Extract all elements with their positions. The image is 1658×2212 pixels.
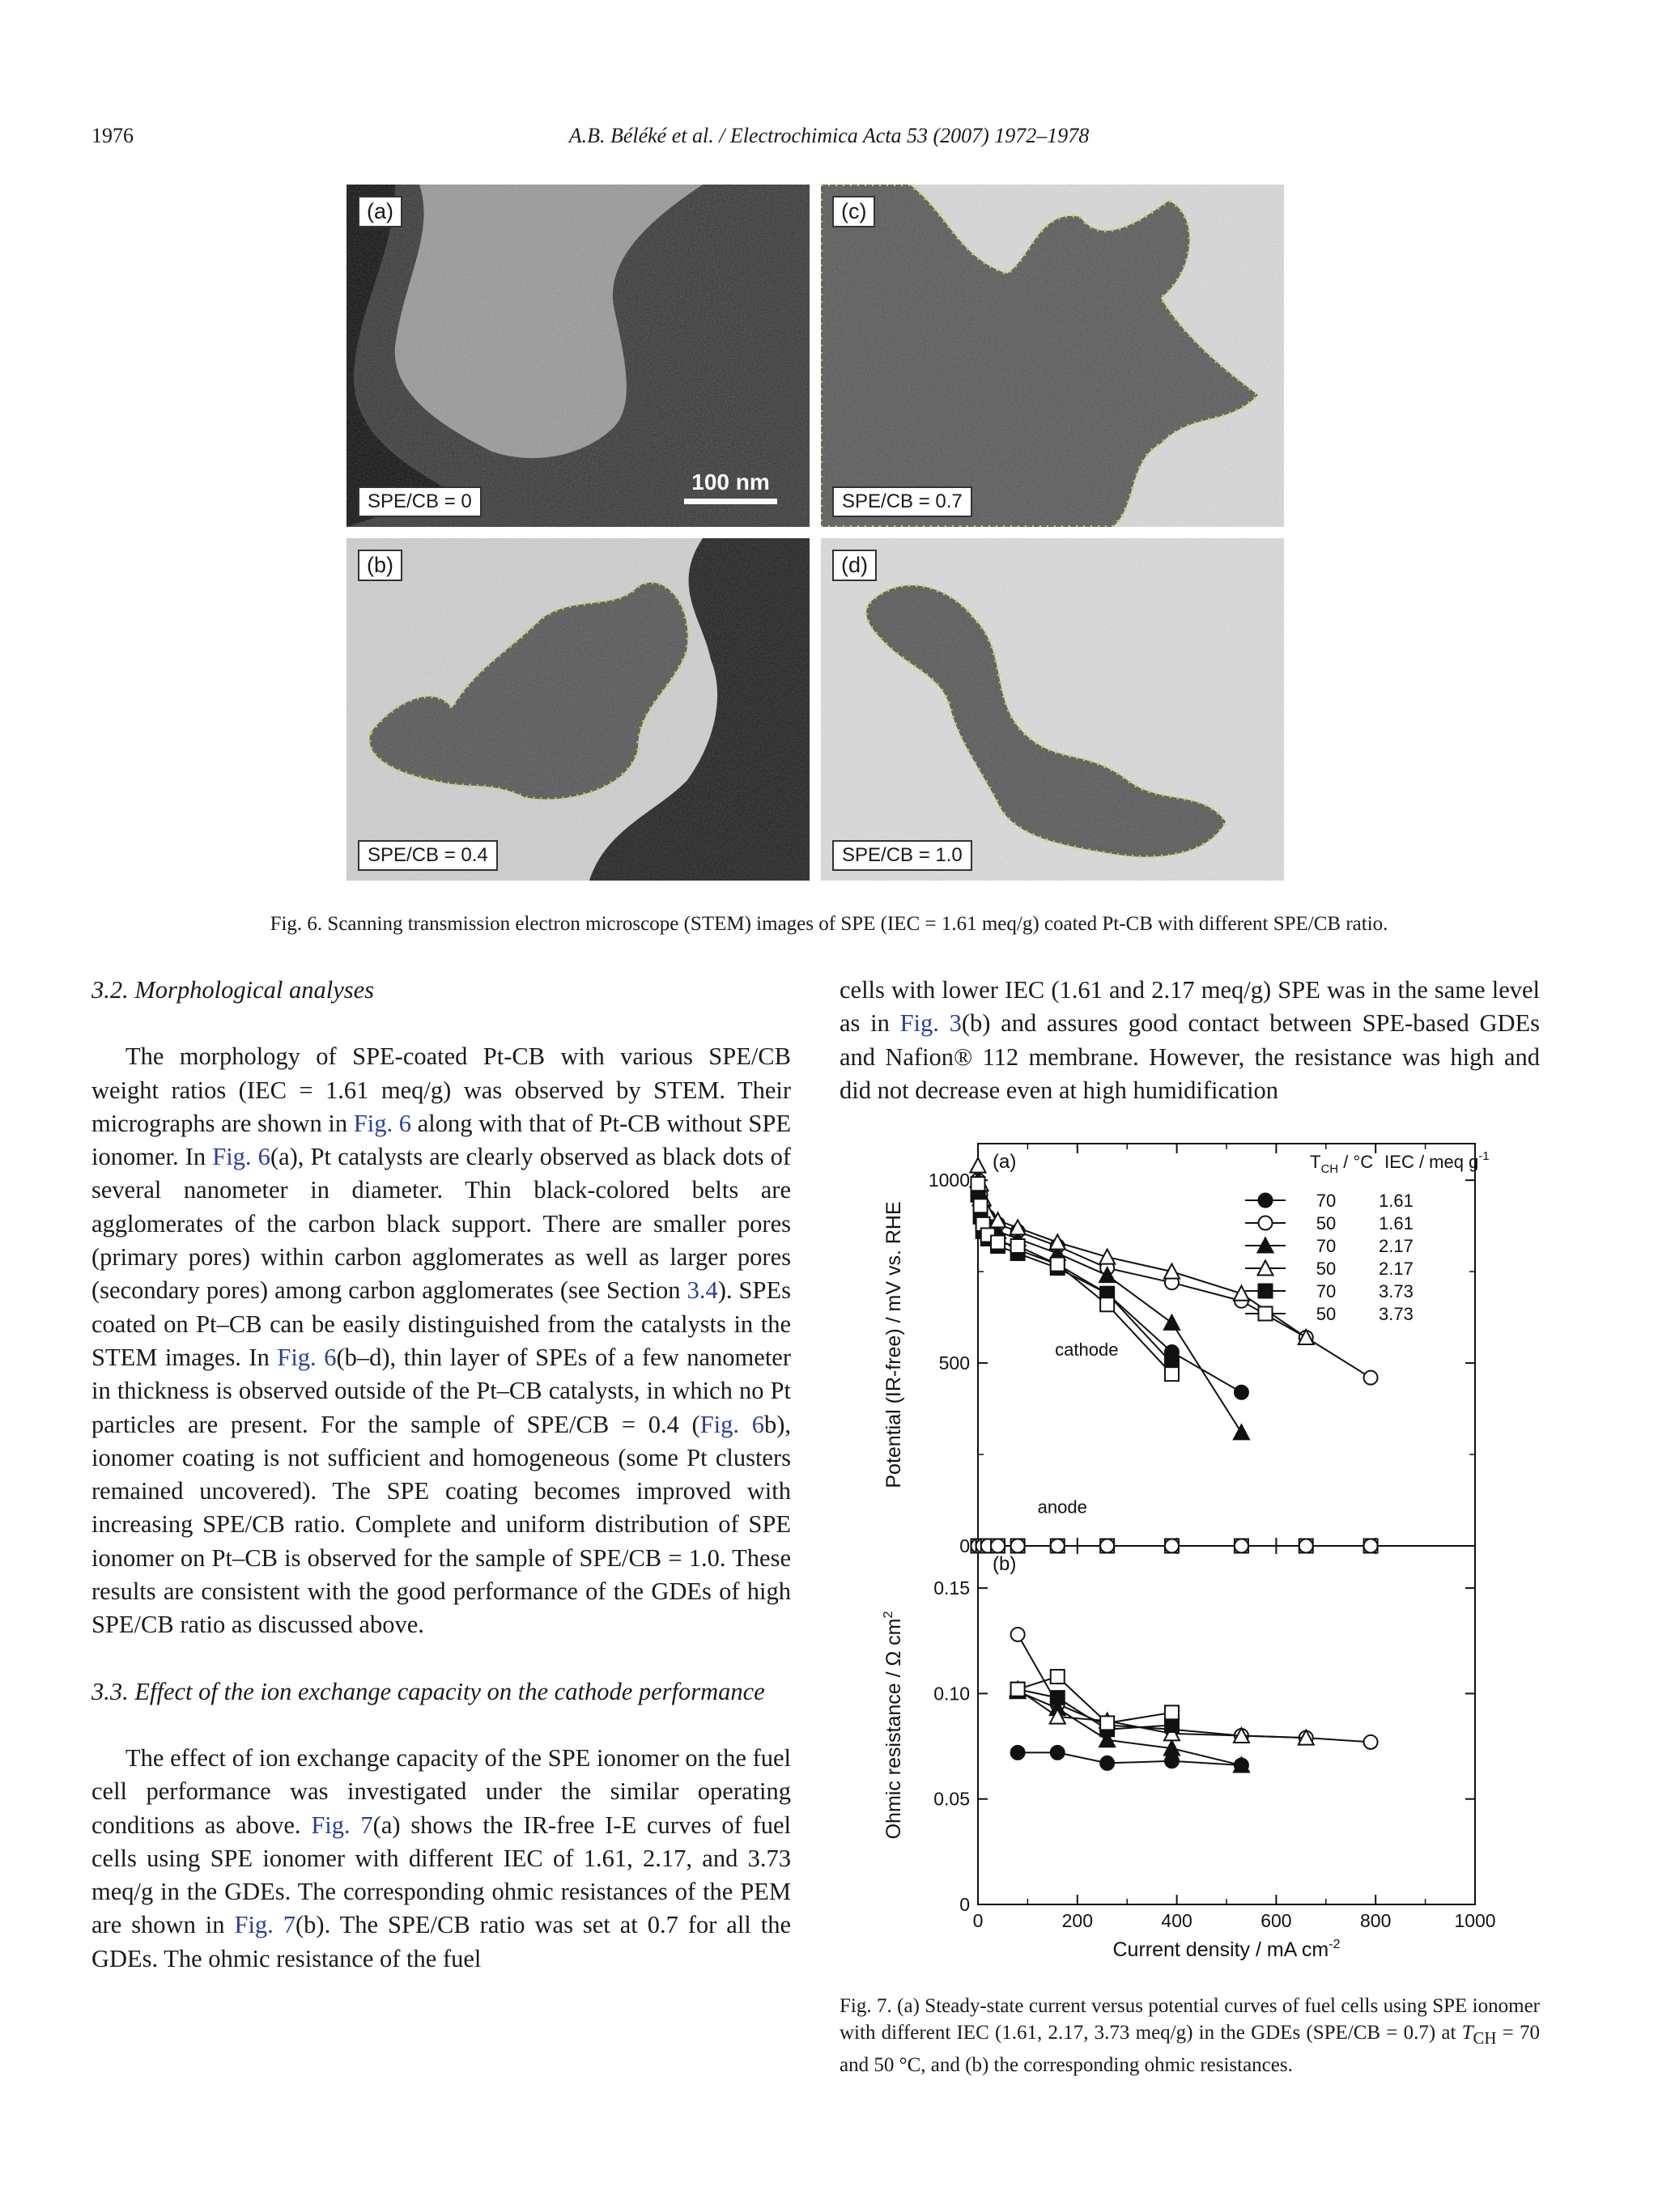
y-tick-label-a: 1000 [928, 1170, 970, 1191]
panel-a-data-point [1100, 1297, 1114, 1311]
left-column [91, 974, 791, 1976]
figure-6 [346, 185, 1284, 889]
panel-b-series-line [1018, 1689, 1171, 1730]
anode-data-point [1364, 1539, 1378, 1553]
legend-tch: 70 [1316, 1281, 1337, 1301]
legend-tch: 70 [1316, 1236, 1337, 1256]
scale-bar [684, 469, 777, 504]
panel-a-data-point [991, 1235, 1005, 1249]
legend-header-t-unit: / °C [1338, 1152, 1374, 1172]
panel-a-label: (a) [993, 1151, 1017, 1173]
panel-a-data-point [974, 1199, 988, 1212]
panel-b-data-point [1100, 1756, 1114, 1770]
legend-header-iec: IEC / meq g [1384, 1152, 1479, 1172]
panel-b-series-line [1018, 1677, 1171, 1723]
anode-data-point [1051, 1539, 1065, 1553]
paragraph-continued: cells with lower IEC (1.61 and 2.17 meq/g) SPE was in the same level as in Fig. 3(b) and assures good contact between SPE-based GDEs and Nafion® 112 membrane. However, the resistance was high and did not decrease even at high humidification [840, 976, 1540, 1104]
y-axis-label-bottom-text: Ohmic resistance / Ω cm [882, 1618, 905, 1840]
figure-reference-link[interactable]: Fig. 6 [699, 1410, 764, 1438]
figure-7-caption-text: Fig. 7. (a) Steady-state current versus potential curves of fuel cells using SPE ionomer with different IEC (1.61, 2.17, 3.73 meq/g) in the GDEs (SPE/CB = 0.7) at $T_{CH} = 70$ and 50 °C, and (b) the corresponding ohmic resistances. [840, 1995, 1540, 2076]
legend-iec: 3.73 [1379, 1281, 1414, 1301]
right-column [840, 974, 1540, 1107]
panel-a-data-point [1165, 1367, 1179, 1381]
panel-d-label: (d) [832, 550, 877, 581]
stem-panel-d [821, 538, 1284, 881]
y-tick-label-b: 0.15 [933, 1577, 970, 1599]
legend-iec: 2.17 [1379, 1259, 1414, 1279]
panel-a-data-point [971, 1177, 985, 1191]
legend-tch: 50 [1316, 1259, 1337, 1279]
x-tick-label: 400 [1161, 1910, 1192, 1931]
x-tick-label: 200 [1061, 1910, 1093, 1931]
anode-data-point [1299, 1539, 1313, 1553]
legend-iec: 1.61 [1379, 1191, 1414, 1211]
y-tick-label-b: 0.10 [933, 1683, 970, 1705]
panel-b-data-point [1011, 1683, 1025, 1696]
figure-7 [866, 1137, 1530, 1979]
panel-b-data-point [1165, 1754, 1179, 1768]
y-tick-label-b: 0 [959, 1894, 970, 1915]
legend-marker [1259, 1194, 1273, 1208]
y-tick-label-b: 0.05 [933, 1788, 970, 1810]
panel-b-data-point [1165, 1718, 1179, 1732]
y-tick-label-a: 500 [938, 1352, 970, 1374]
anode-data-point [991, 1539, 1005, 1553]
panel-a-data-point [1051, 1258, 1065, 1272]
anode-annotation: anode [1037, 1497, 1087, 1518]
legend-tch: 50 [1316, 1304, 1337, 1324]
y-axis-label-top: Potential (IR-free) / mV vs. RHE [882, 1201, 905, 1488]
panel-b-data-point [1051, 1691, 1065, 1705]
panel-a-data-point [1235, 1386, 1248, 1399]
panel-b-data-point [1051, 1670, 1065, 1683]
legend-header-t: T [1310, 1152, 1321, 1172]
paragraph-morphology: The morphology of SPE-coated Pt-CB with various SPE/CB weight ratios (IEC = 1.61 meq/g) was observed by STEM. Their micrographs are shown in Fig. 6 along with that of Pt-CB without SPE ionomer. In Fig. 6(a), Pt catalysts are clearly observed as black dots of several nanometer in diameter. Thin black-colored belts are agglomerates of the carbon black support. There are smaller pores (primary pores) within carbon agglomerates as well as larger pores (secondary pores) among carbon agglomerates (see Section 3.4). SPEs coated on Pt–CB can be easily distinguished from the catalysts in the STEM images. In Fig. 6(b–d), thin layer of SPEs of a few nanometer in thickness is observed outside of the Pt–CB catalysts, in which no Pt particles are present. For the sample of SPE/CB = 0.4 (Fig. 6b), ionomer coating is not sufficient and homogeneous (some Pt clusters remained uncovered). The SPE coating becomes improved with increasing SPE/CB ratio. Complete and uniform distribution of SPE ionomer on Pt–CB is observed for the sample of SPE/CB = 1.0. These results are consistent with the good performance of the GDEs of high SPE/CB ratio as discussed above. [91, 1042, 791, 1639]
y-tick-label-a: 0 [959, 1535, 970, 1556]
figure-reference-link[interactable]: Fig. 7 [234, 1911, 296, 1939]
stem-panel-a [346, 185, 810, 527]
panel-b-label: (b) [993, 1553, 1017, 1575]
legend-header [1310, 1149, 1490, 1176]
panel-b-data-point [1100, 1716, 1114, 1730]
panel-b-data-point [1364, 1735, 1378, 1749]
y-axis-label-bottom-sup: 2 [882, 1611, 895, 1619]
panel-a-data-point [1234, 1286, 1249, 1301]
figure-6-caption: Fig. 6. Scanning transmission electron microscope (STEM) images of SPE (IEC = 1.61 meq/g) coated Pt-CB with different SPE/CB ratio. [270, 913, 1388, 935]
anode-data-point [1165, 1539, 1179, 1553]
panel-a-data-point [1364, 1371, 1378, 1385]
panel-a-series-line [978, 1165, 1306, 1337]
x-axis-label [1113, 1938, 1341, 1961]
stem-image-b [346, 538, 810, 881]
x-axis-label-sup: -2 [1329, 1938, 1341, 1951]
legend-header-t-sub: CH [1320, 1162, 1339, 1176]
scale-bar-label: 100 nm [691, 469, 770, 495]
panel-b-data-point [1051, 1746, 1065, 1760]
figure-reference-link[interactable]: 3.4 [687, 1276, 718, 1305]
x-tick-label: 800 [1360, 1910, 1392, 1931]
scale-bar-line [684, 499, 777, 504]
legend-header-iec-sup: -1 [1478, 1149, 1490, 1163]
legend-tch: 70 [1316, 1191, 1337, 1211]
panel-a-data-point [1234, 1424, 1249, 1439]
legend-tch: 50 [1316, 1213, 1337, 1233]
paragraph-iec-effect: The effect of ion exchange capacity of the SPE ionomer on the fuel cell performance was investigated under the similar operating conditions as above. Fig. 7(a) shows the IR-free I-E curves of fuel cells using SPE ionomer with different IEC of 1.61, 2.17, and 3.73 meq/g in the GDEs. The corresponding ohmic resistances of the PEM are shown in Fig. 7(b). The SPE/CB ratio was set at 0.7 for all the GDEs. The ohmic resistance of the fuel [91, 1743, 792, 1972]
legend-iec: 1.61 [1379, 1213, 1414, 1233]
panel-b-data-point [1011, 1746, 1025, 1760]
panel-a-ratio: SPE/CB = 0 [358, 486, 482, 517]
stem-image-c [821, 185, 1284, 527]
panel-c-label: (c) [832, 196, 875, 227]
figure-reference-link[interactable]: Fig. 6 [212, 1143, 270, 1171]
stem-panel-b [346, 538, 810, 881]
figure-7-chart [866, 1137, 1530, 1979]
x-tick-label: 600 [1261, 1910, 1292, 1931]
legend-marker [1259, 1307, 1273, 1321]
page-number: 1976 [91, 124, 134, 147]
panel-a-data-point [971, 1158, 986, 1173]
running-title: A.B. Béléké et al. / Electrochimica Acta 53 (2007) 1972–1978 [568, 124, 1090, 147]
x-tick-label: 0 [972, 1910, 984, 1931]
figure-reference-link[interactable]: Fig. 6 [353, 1109, 412, 1137]
legend-marker [1259, 1216, 1273, 1230]
panel-b-data-point [1011, 1628, 1025, 1641]
figure-reference-link[interactable]: Fig. 7 [311, 1811, 373, 1839]
stem-image-d [821, 538, 1284, 881]
panel-c-ratio: SPE/CB = 0.7 [832, 486, 972, 517]
section-heading-3-3: 3.3. Effect of the ion exchange capacity on the cathode performance [91, 1677, 765, 1705]
anode-data-point [1235, 1539, 1248, 1553]
panel-b-label: (b) [358, 550, 402, 581]
panel-b-ratio: SPE/CB = 0.4 [358, 840, 498, 871]
panel-a-data-point [1099, 1250, 1115, 1264]
x-tick-label: 1000 [1454, 1910, 1496, 1931]
legend-iec: 3.73 [1379, 1304, 1414, 1324]
figure-reference-link[interactable]: Fig. 3 [899, 1009, 962, 1038]
anode-data-point [1100, 1539, 1114, 1553]
cathode-annotation: cathode [1055, 1340, 1119, 1361]
anode-data-point [1011, 1539, 1025, 1553]
y-axis-label-bottom [882, 1611, 905, 1839]
x-axis-label-text: Current density / mA cm [1112, 1938, 1329, 1961]
panel-d-ratio: SPE/CB = 1.0 [832, 840, 972, 871]
figure-reference-link[interactable]: Fig. 6 [277, 1343, 337, 1371]
section-heading-3-2: 3.2. Morphological analyses [91, 976, 375, 1004]
panel-a-label: (a) [358, 196, 402, 227]
stem-panel-c [821, 185, 1284, 527]
figure-7-caption [840, 1993, 1540, 2078]
legend-iec: 2.17 [1379, 1236, 1414, 1256]
panel-a-data-point [1011, 1239, 1025, 1253]
panel-b-data-point [1165, 1705, 1179, 1719]
legend-marker [1259, 1284, 1273, 1298]
panel-a-data-point [1164, 1315, 1180, 1330]
